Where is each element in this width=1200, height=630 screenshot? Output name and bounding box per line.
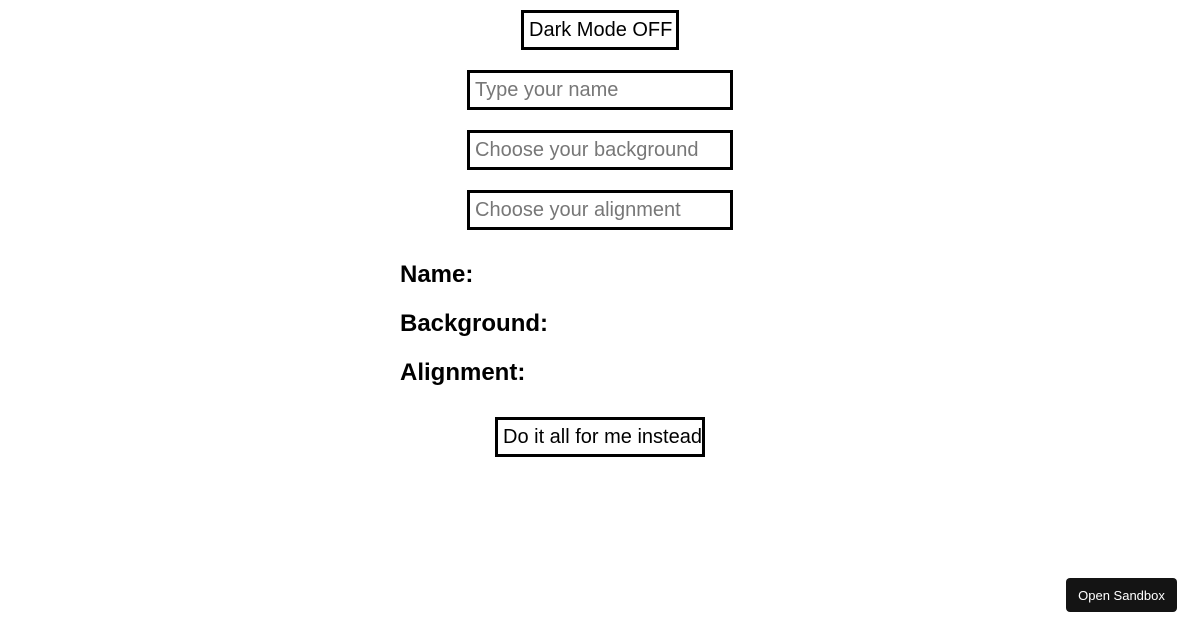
open-sandbox-button[interactable]: Open Sandbox [1066,578,1177,612]
background-input[interactable] [467,130,733,170]
background-label: Background: [400,310,549,337]
do-it-all-button[interactable]: Do it all for me instead [495,417,705,457]
name-input[interactable] [467,70,733,110]
dark-mode-toggle-button[interactable]: Dark Mode OFF [521,10,679,50]
alignment-label: Alignment: [400,359,526,386]
name-label: Name: [400,261,474,288]
alignment-input[interactable] [467,190,733,230]
